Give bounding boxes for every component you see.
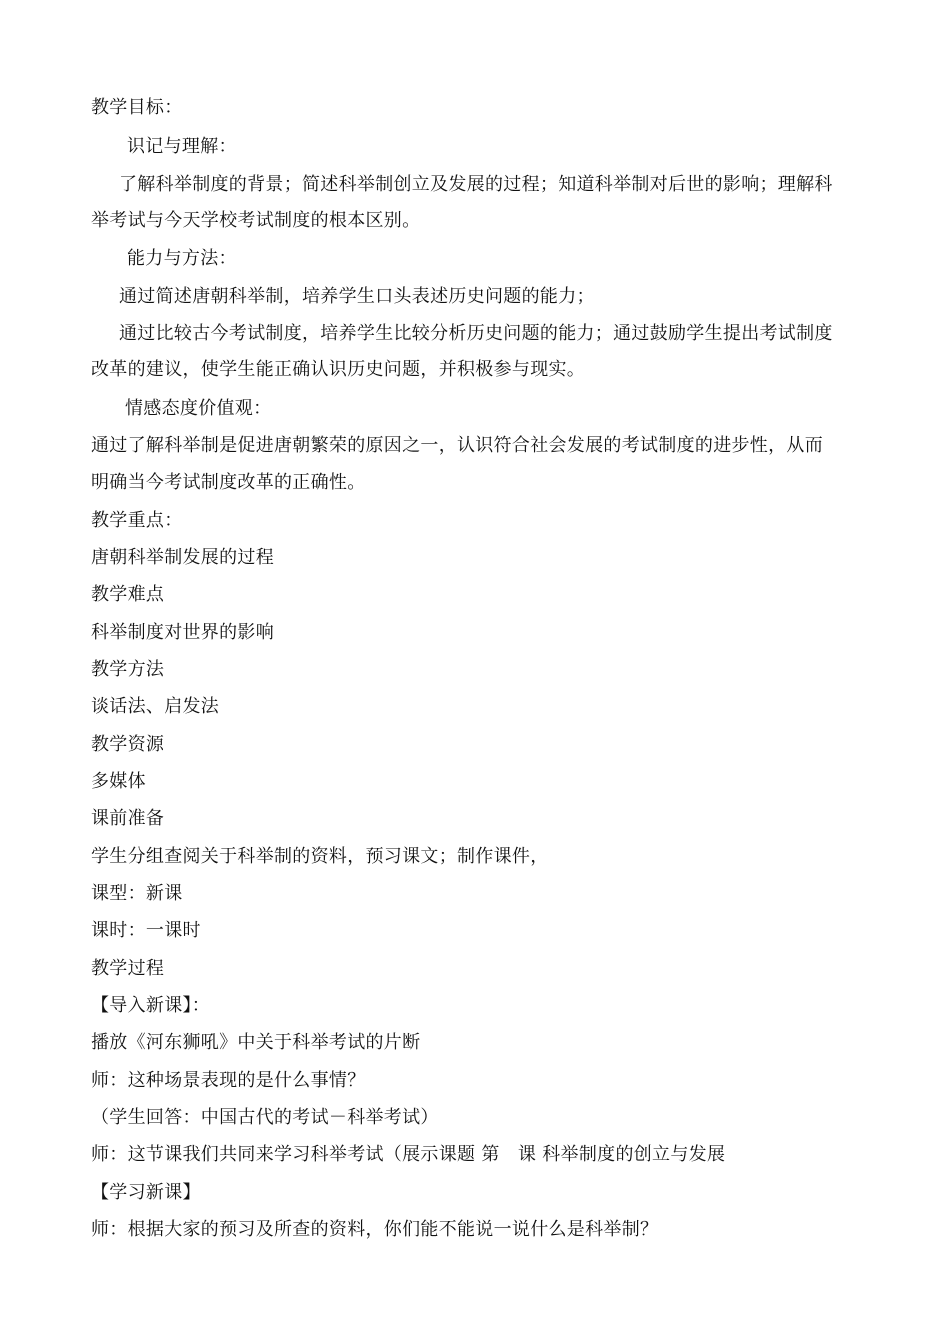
heading-preparation: 课前准备 (91, 808, 165, 829)
paragraph-line: 通过简述唐朝科举制，培养学生口头表述历史问题的能力； (119, 286, 595, 307)
heading-teaching-resources: 教学资源 (91, 734, 165, 755)
lesson-hours: 课时：一课时 (91, 920, 201, 941)
heading-key-points: 教学重点： (91, 510, 183, 531)
heading-teaching-process: 教学过程 (91, 958, 165, 979)
paragraph-line: 学生分组查阅关于科举制的资料，预习课文；制作课件， (91, 846, 549, 867)
paragraph-line: 多媒体 (91, 771, 146, 792)
subheading-ability-method: 能力与方法： (127, 248, 237, 269)
paragraph-line: 播放《河东狮吼》中关于科举考试的片断 (91, 1032, 421, 1053)
section-introduction: 【导入新课】： (91, 995, 211, 1016)
heading-teaching-method: 教学方法 (91, 659, 165, 680)
student-answer-line: （学生回答：中国古代的考试－科举考试） (91, 1107, 439, 1128)
section-new-lesson: 【学习新课】 (91, 1182, 201, 1203)
paragraph-line: 举考试与今天学校考试制度的根本区别。 (91, 210, 421, 231)
paragraph-line: 通过了解科举制是促进唐朝繁荣的原因之一，认识符合社会发展的考试制度的进步性，从而 (91, 435, 823, 456)
heading-difficult-points: 教学难点 (91, 584, 165, 605)
subheading-emotion-values: 情感态度价值观： (125, 398, 272, 419)
paragraph-line: 明确当今考试制度改革的正确性。 (91, 472, 366, 493)
paragraph-line: 通过比较古今考试制度，培养学生比较分析历史问题的能力；通过鼓励学生提出考试制度 (119, 323, 833, 344)
subheading-memory-understanding: 识记与理解： (127, 136, 237, 157)
paragraph-line: 了解科举制度的背景；简述科举制创立及发展的过程；知道科举制对后世的影响；理解科 (119, 174, 833, 195)
heading-teaching-goals: 教学目标： (91, 97, 183, 118)
teacher-line: 师：根据大家的预习及所查的资料，你们能不能说一说什么是科举制？ (91, 1219, 659, 1240)
lesson-type: 课型：新课 (91, 883, 183, 904)
teacher-line: 师：这种场景表现的是什么事情？ (91, 1070, 366, 1091)
paragraph-line: 科举制度对世界的影响 (91, 622, 274, 643)
paragraph-line: 唐朝科举制发展的过程 (91, 547, 274, 568)
paragraph-line: 改革的建议，使学生能正确认识历史问题，并积极参与现实。 (91, 359, 586, 380)
teacher-line: 师：这节课我们共同来学习科举考试（展示课题 第 课 科举制度的创立与发展 (91, 1144, 726, 1165)
paragraph-line: 谈话法、启发法 (91, 696, 220, 717)
